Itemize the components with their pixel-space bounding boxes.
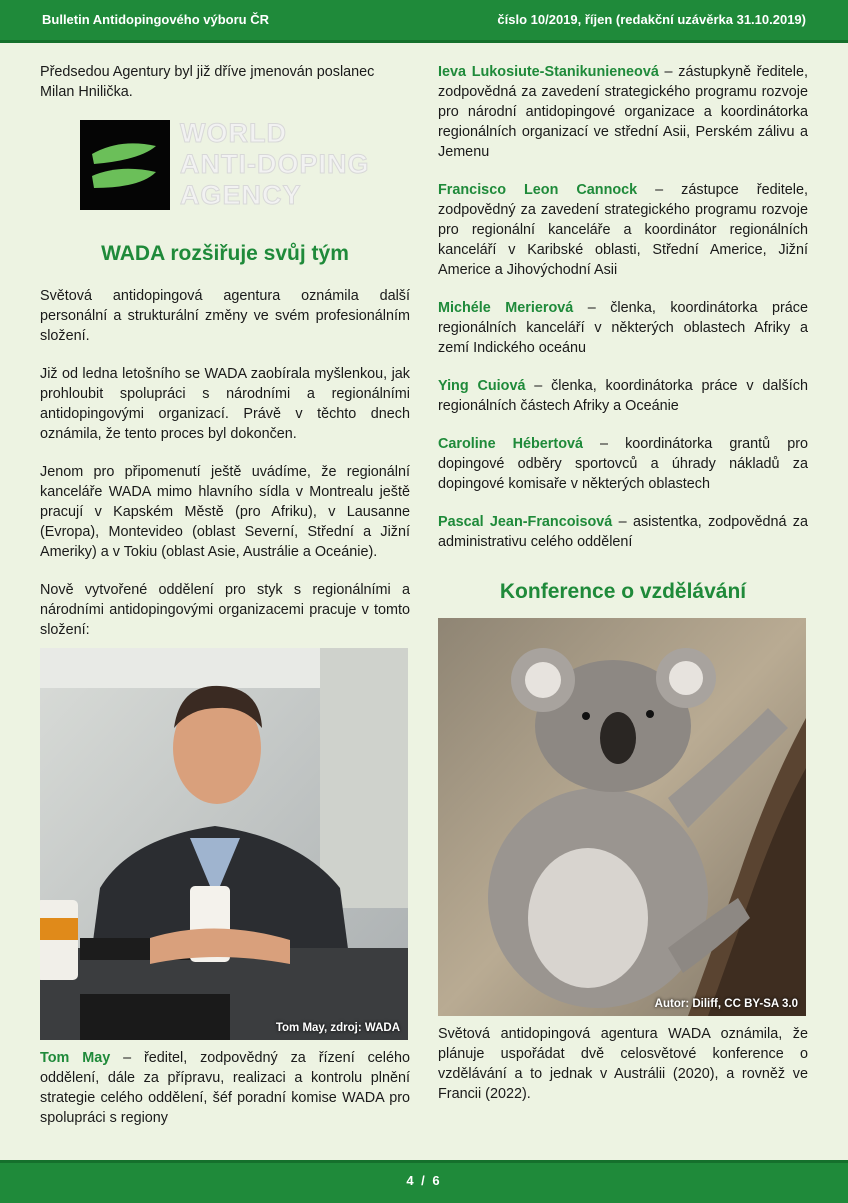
staff-name: Ying Cuiová	[438, 378, 526, 394]
section-heading-conference: Konference o vzdělávání	[499, 580, 747, 603]
staff-name: Ieva Lukosiute-Stanikunieneová	[438, 64, 659, 80]
left-column	[40, 62, 410, 1146]
wada-wordmark: WORLD ANTI-DOPING AGENCY	[180, 118, 370, 210]
section-heading-wada-team: WADA rozšiřuje svůj tým	[101, 242, 349, 265]
intro-paragraph: Předsedou Agentury byl již dříve jmenován poslanec Milan Hnilička.	[40, 64, 375, 100]
wada-logo	[40, 120, 410, 230]
staff-name: Michéle Merierová	[438, 300, 574, 316]
staff-name: Francisco Leon Cannock	[438, 182, 638, 198]
photo-caption: Autor: Diliff, CC BY-SA 3.0	[654, 998, 798, 1010]
tom-may-description	[40, 1048, 410, 1128]
staff-entry	[438, 298, 808, 358]
staff-entry	[438, 376, 808, 416]
staff-role: – zástupkyně ředitele, zodpovědná za zavedení strategického programu rozvoje pro národní antidopingové organizace a koordinátorka regionálních organizací ve střední Asii, Perském zálivu a Jemenu	[438, 64, 808, 160]
tom-may-photo	[40, 648, 408, 1040]
staff-name: Tom May	[40, 1050, 111, 1066]
staff-entry	[438, 512, 808, 552]
article-paragraph-1: Světová antidopingová agentura oznámila další personální a strukturální změny ve svém profesionálním složení.	[40, 288, 410, 344]
staff-name: Pascal Jean-Francoisová	[438, 514, 613, 530]
article-paragraph-4: Nově vytvořené oddělení pro styk s regionálními a národními antidopingovými organizacemi pracuje v tomto složení:	[40, 582, 410, 638]
wada-emblem-icon	[80, 120, 170, 210]
page-footer	[0, 1160, 848, 1203]
staff-entry	[438, 62, 808, 162]
conference-paragraph: Světová antidopingová agentura WADA oznámila, že plánuje uspořádat dvě celosvětové konference o vzdělávání a to jednak v Austrálii (2020), a rovněž ve Francii (2022).	[438, 1026, 808, 1102]
article-paragraph-3: Jenom pro připomenutí ještě uvádíme, že regionální kanceláře WADA mimo hlavního sídla v Montrealu ještě pracují v Kapském Městě (pro Afriku), v Lausanne (Evropa), Montevideo (oblast Severní, Střední a Jižní Ameriky) a v Tokiu (oblast Asie, Austrálie a Oceánie).	[40, 464, 410, 560]
staff-role: – členka, koordinátorka práce v dalších regionálních částech Afriky a Oceánie	[438, 378, 808, 414]
article-paragraph-2: Již od ledna letošního se WADA zaobírala myšlenkou, jak prohloubit spolupráci s národními a regionálními antidopingovými organizací. Právě v těchto dnech oznámila, že tento proces byl dokončen.	[40, 366, 410, 442]
issue-info: číslo 10/2019, říjen (redakční uzávěrka 31.10.2019)	[497, 12, 806, 27]
koala-photo	[438, 618, 806, 1016]
staff-role: – asistentka, zodpovědná za administrativu celého oddělení	[438, 514, 809, 550]
staff-role: – koordinátorka grantů pro dopingové odběry sportovců a úhrady nákladů za dopingové komisaře v některých oblastech	[438, 436, 808, 492]
staff-role: – zástupce ředitele, zodpovědný za zavedení strategického programu rozvoje pro regionální kanceláře a koordinátor regionálních kanceláří v Karibské oblasti, Střední Americe, Jižní Americe a Jihovýchodní Asii	[438, 182, 808, 278]
photo-caption: Tom May, zdroj: WADA	[275, 1022, 400, 1034]
staff-role: – ředitel, zodpovědný za řízení celého oddělení, dále za přípravu, realizaci a kontrolu plnění strategie celého oddělení, šéf poradní komise WADA pro spolupráci s regiony	[40, 1050, 410, 1126]
page-header	[0, 0, 848, 43]
staff-name: Caroline Hébertová	[438, 436, 584, 452]
staff-entry	[438, 180, 808, 280]
bulletin-title: Bulletin Antidopingového výboru ČR	[42, 12, 270, 27]
right-column	[438, 62, 808, 1122]
page-number: 4 / 6	[406, 1173, 442, 1188]
staff-role: – členka, koordinátorka práce regionálních kanceláří v některých oblastech Afriky a zemí Indického oceánu	[438, 300, 808, 356]
staff-entry	[438, 434, 808, 494]
